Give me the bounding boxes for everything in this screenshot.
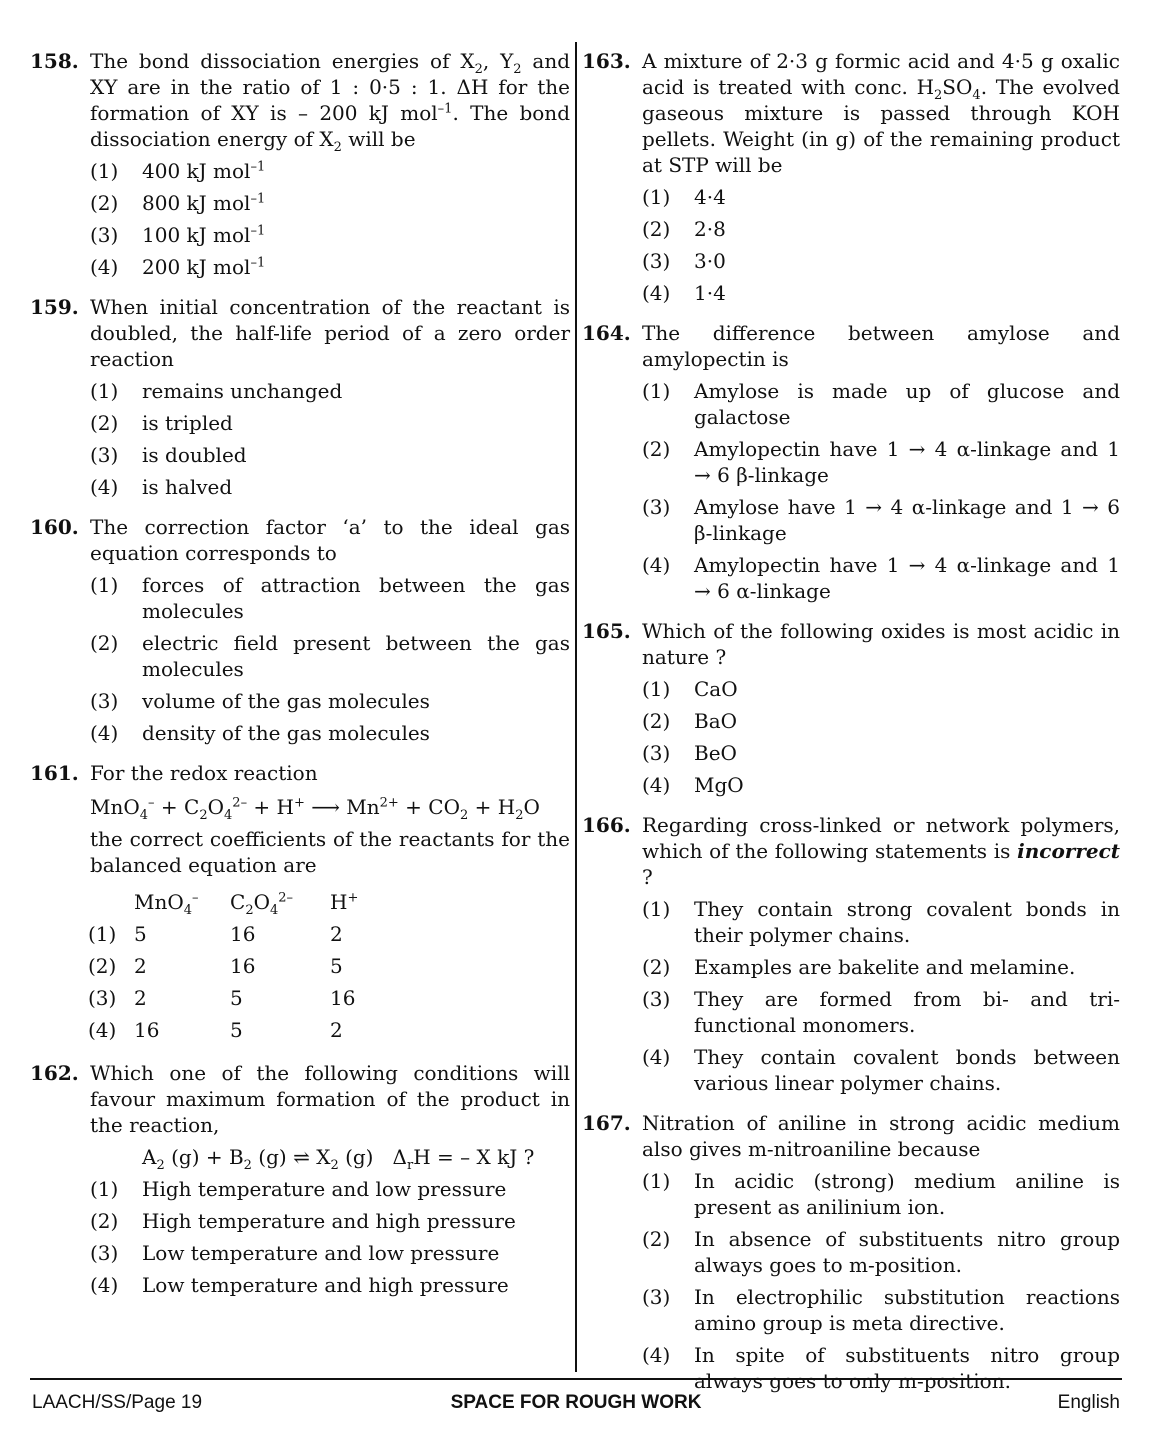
- answer-option[interactable]: [90, 442, 570, 468]
- question: [582, 320, 1120, 604]
- option-number: (1): [642, 379, 671, 403]
- option-number: (4): [90, 255, 119, 279]
- option-number: (3): [90, 223, 119, 247]
- coefficient-value: 2: [330, 922, 343, 946]
- option-text: BeO: [694, 741, 737, 765]
- option-text: In acidic (strong) medium aniline is present as anilinium ion.: [694, 1169, 1120, 1219]
- option-text: is halved: [142, 475, 233, 499]
- answer-option[interactable]: [90, 410, 570, 436]
- answer-option[interactable]: [90, 720, 570, 746]
- answer-option[interactable]: [642, 184, 1120, 210]
- option-number: (4): [90, 1273, 119, 1297]
- question-text: Nitration of aniline in strong acidic medium also gives m-nitroaniline because: [642, 1111, 1120, 1161]
- answer-option[interactable]: [90, 1240, 570, 1266]
- question-text: Regarding cross-linked or network polymers, which of the following statements is incorrect ?: [642, 813, 1120, 889]
- answer-option[interactable]: [90, 688, 570, 714]
- answer-option[interactable]: [90, 572, 570, 624]
- question-number: 159.: [30, 295, 79, 319]
- question-text: A mixture of 2·3 g formic acid and 4·5 g oxalic acid is treated with conc. $H_2SO_4$. The evolved gaseous mixture is passed through KOH pellets. Weight (in g) of the remaining product at STP will be: [642, 49, 1120, 177]
- answer-option[interactable]: [642, 740, 1120, 766]
- option-text: 1·4: [694, 281, 726, 305]
- option-number: (1): [642, 677, 671, 701]
- option-text: 3·0: [694, 249, 726, 273]
- answer-option[interactable]: [90, 222, 570, 248]
- coefficient-value: 2: [134, 954, 147, 978]
- option-number: (3): [642, 495, 671, 519]
- answer-option[interactable]: [642, 954, 1120, 980]
- option-text: forces of attraction between the gas molecules: [142, 573, 570, 623]
- option-text: In absence of substituents nitro group always goes to m-position.: [694, 1227, 1120, 1277]
- column-divider: [575, 42, 577, 1372]
- answer-option[interactable]: [642, 1044, 1120, 1096]
- option-number: (2): [642, 709, 671, 733]
- answer-option[interactable]: [90, 378, 570, 404]
- question-text: Which of the following oxides is most acidic in nature ?: [642, 619, 1120, 669]
- coefficient-header: H+: [330, 890, 359, 914]
- question: [582, 1110, 1120, 1394]
- option-text: Examples are bakelite and melamine.: [694, 955, 1076, 979]
- option-number: (3): [90, 1241, 119, 1265]
- question-text: Which one of the following conditions will favour maximum formation of the product in the reaction,: [90, 1061, 570, 1137]
- coefficient-table: [88, 886, 410, 1046]
- question: [30, 48, 570, 280]
- answer-option[interactable]: [642, 708, 1120, 734]
- question: [582, 812, 1120, 1096]
- option-text: remains unchanged: [142, 379, 343, 403]
- question-number: 167.: [582, 1111, 631, 1135]
- option-number: (4): [88, 1018, 117, 1042]
- question-text: When initial concentration of the reactant is doubled, the half-life period of a zero order reaction: [90, 295, 570, 371]
- option-number: (3): [642, 249, 671, 273]
- option-text: 4·4: [694, 185, 726, 209]
- answer-option[interactable]: [90, 254, 570, 280]
- answer-option[interactable]: [642, 1168, 1120, 1220]
- answer-option[interactable]: [642, 896, 1120, 948]
- option-text: They contain strong covalent bonds in their polymer chains.: [694, 897, 1120, 947]
- answer-option[interactable]: [90, 1208, 570, 1234]
- option-number: (4): [642, 773, 671, 797]
- answer-option[interactable]: [642, 772, 1120, 798]
- coefficient-value: 5: [230, 986, 243, 1010]
- option-number: (1): [88, 922, 117, 946]
- option-text: CaO: [694, 677, 738, 701]
- option-number: (4): [90, 475, 119, 499]
- option-number: (4): [90, 721, 119, 745]
- option-text: 2·8: [694, 217, 726, 241]
- option-number: (3): [642, 741, 671, 765]
- option-number: (1): [642, 185, 671, 209]
- option-number: (4): [642, 553, 671, 577]
- coefficient-value: 16: [230, 922, 256, 946]
- coefficient-option-row[interactable]: [88, 982, 410, 1014]
- coefficient-header: MnO$_4$–: [134, 890, 199, 918]
- answer-option[interactable]: [642, 436, 1120, 488]
- option-text: is doubled: [142, 443, 247, 467]
- coefficient-value: 5: [230, 1018, 243, 1042]
- coefficient-header: $C_2O_4^{2-}$: [230, 890, 294, 918]
- option-text: In electrophilic substitution reactions amino group is meta directive.: [694, 1285, 1120, 1335]
- option-text: They are formed from bi- and tri-functional monomers.: [694, 987, 1120, 1037]
- header-blank: [88, 886, 134, 918]
- coefficient-option-row[interactable]: [88, 918, 410, 950]
- option-text: Amylopectin have 1 → 4 α-linkage and 1 → 6 β-linkage: [694, 437, 1120, 487]
- option-number: (4): [642, 1343, 671, 1367]
- answer-option[interactable]: [642, 986, 1120, 1038]
- answer-option[interactable]: [642, 248, 1120, 274]
- option-number: (2): [90, 191, 119, 215]
- option-text: 200 kJ mol$^{-1}$: [142, 255, 266, 279]
- question: [30, 760, 570, 1046]
- option-text: Amylopectin have 1 → 4 α-linkage and 1 → 6 α-linkage: [694, 553, 1120, 603]
- option-text: density of the gas molecules: [142, 721, 430, 745]
- question: [30, 514, 570, 746]
- question: [30, 1060, 570, 1298]
- option-number: (2): [642, 217, 671, 241]
- option-number: (3): [90, 443, 119, 467]
- option-text: High temperature and high pressure: [142, 1209, 516, 1233]
- answer-option[interactable]: [90, 158, 570, 184]
- option-number: (3): [88, 986, 117, 1010]
- rough-work-label: SPACE FOR ROUGH WORK: [450, 1392, 702, 1413]
- question-text: The correction factor ‘a’ to the ideal gas equation corresponds to: [90, 515, 570, 565]
- option-number: (2): [90, 1209, 119, 1233]
- option-text: Amylose have 1 → 4 α-linkage and 1 → 6 β-linkage: [694, 495, 1120, 545]
- page-code: LAACH/SS/Page 19: [32, 1392, 203, 1413]
- coefficient-header-row: [88, 886, 410, 918]
- option-number: (3): [642, 987, 671, 1011]
- option-text: is tripled: [142, 411, 233, 435]
- question-number: 158.: [30, 49, 79, 73]
- option-number: (1): [642, 1169, 671, 1193]
- footer-divider: [30, 1378, 1122, 1380]
- equilibrium-equation: $A_2$ $(g) + B_2$ (g) ⇌ $X_2$ (g) $\Delta_rH$ = – X kJ ?: [142, 1145, 535, 1173]
- question-number: 162.: [30, 1061, 79, 1085]
- coefficient-value: 2: [134, 986, 147, 1010]
- answer-option[interactable]: [90, 190, 570, 216]
- coefficient-value: 2: [330, 1018, 343, 1042]
- coefficient-option-row[interactable]: [88, 1014, 410, 1046]
- question-text-continued: the correct coefficients of the reactants for the balanced equation are: [90, 827, 570, 877]
- option-number: (2): [88, 954, 117, 978]
- question-number: 160.: [30, 515, 79, 539]
- option-number: (1): [90, 159, 119, 183]
- question: [582, 618, 1120, 798]
- option-number: (1): [90, 1177, 119, 1201]
- option-text: They contain covalent bonds between various linear polymer chains.: [694, 1045, 1120, 1095]
- option-number: (1): [90, 573, 119, 597]
- option-number: (4): [642, 1045, 671, 1069]
- coefficient-value: 16: [134, 1018, 160, 1042]
- answer-option[interactable]: [642, 378, 1120, 430]
- option-text: BaO: [694, 709, 738, 733]
- answer-option[interactable]: [642, 1226, 1120, 1278]
- coefficient-value: 16: [330, 986, 356, 1010]
- option-text: 800 kJ mol$^{-1}$: [142, 191, 266, 215]
- option-number: (3): [642, 1285, 671, 1309]
- option-number: (3): [90, 689, 119, 713]
- answer-option[interactable]: [642, 216, 1120, 242]
- answer-option[interactable]: [642, 494, 1120, 546]
- option-number: (2): [90, 411, 119, 435]
- option-text: Low temperature and low pressure: [142, 1241, 500, 1265]
- answer-option[interactable]: [90, 1272, 570, 1298]
- answer-option[interactable]: [90, 630, 570, 682]
- option-number: (2): [642, 955, 671, 979]
- option-text: High temperature and low pressure: [142, 1177, 507, 1201]
- answer-option[interactable]: [642, 552, 1120, 604]
- question-number: 161.: [30, 761, 79, 785]
- option-text: electric field present between the gas molecules: [142, 631, 570, 681]
- answer-option[interactable]: [90, 474, 570, 500]
- option-text: MgO: [694, 773, 744, 797]
- language-label: English: [1057, 1392, 1120, 1413]
- coefficient-option-row[interactable]: [88, 950, 410, 982]
- question-number: 163.: [582, 49, 631, 73]
- option-number: (2): [642, 1227, 671, 1251]
- option-text: volume of the gas molecules: [142, 689, 430, 713]
- option-text: 400 kJ mol$^{-1}$: [142, 159, 266, 183]
- question: [582, 48, 1120, 306]
- option-text: In spite of substituents nitro group always goes to only m-position.: [694, 1343, 1120, 1393]
- option-text: 100 kJ mol$^{-1}$: [142, 223, 266, 247]
- right-column: [582, 48, 1120, 1408]
- answer-option[interactable]: [642, 1342, 1120, 1394]
- coefficient-value: 16: [230, 954, 256, 978]
- question-number: 164.: [582, 321, 631, 345]
- question-text: The bond dissociation energies of $X_2$, $Y_2$ and XY are in the ratio of 1 : 0·5 : 1. ΔH for the formation of XY is – 200 kJ mol$^{-1}$. The bond dissociation energy of $X_2$ will be: [90, 49, 571, 155]
- redox-equation: $MnO_4^- + C_2O_4^{2-} + H^+$ ⟶ $Mn^{2+} + CO_2 + H_2O$: [90, 795, 540, 823]
- answer-option[interactable]: [642, 1284, 1120, 1336]
- option-number: (1): [90, 379, 119, 403]
- answer-option[interactable]: [642, 280, 1120, 306]
- option-text: Low temperature and high pressure: [142, 1273, 509, 1297]
- left-column: [30, 48, 570, 1312]
- option-number: (2): [90, 631, 119, 655]
- option-number: (1): [642, 897, 671, 921]
- question-number: 166.: [582, 813, 631, 837]
- coefficient-value: 5: [330, 954, 343, 978]
- coefficient-value: 5: [134, 922, 147, 946]
- question-text: The difference between amylose and amylopectin is: [642, 321, 1120, 371]
- question: [30, 294, 570, 500]
- question-number: 165.: [582, 619, 631, 643]
- answer-option[interactable]: [90, 1176, 570, 1202]
- option-number: (2): [642, 437, 671, 461]
- option-number: (4): [642, 281, 671, 305]
- option-text: Amylose is made up of glucose and galactose: [694, 379, 1120, 429]
- answer-option[interactable]: [642, 676, 1120, 702]
- question-text: For the redox reaction: [90, 761, 318, 785]
